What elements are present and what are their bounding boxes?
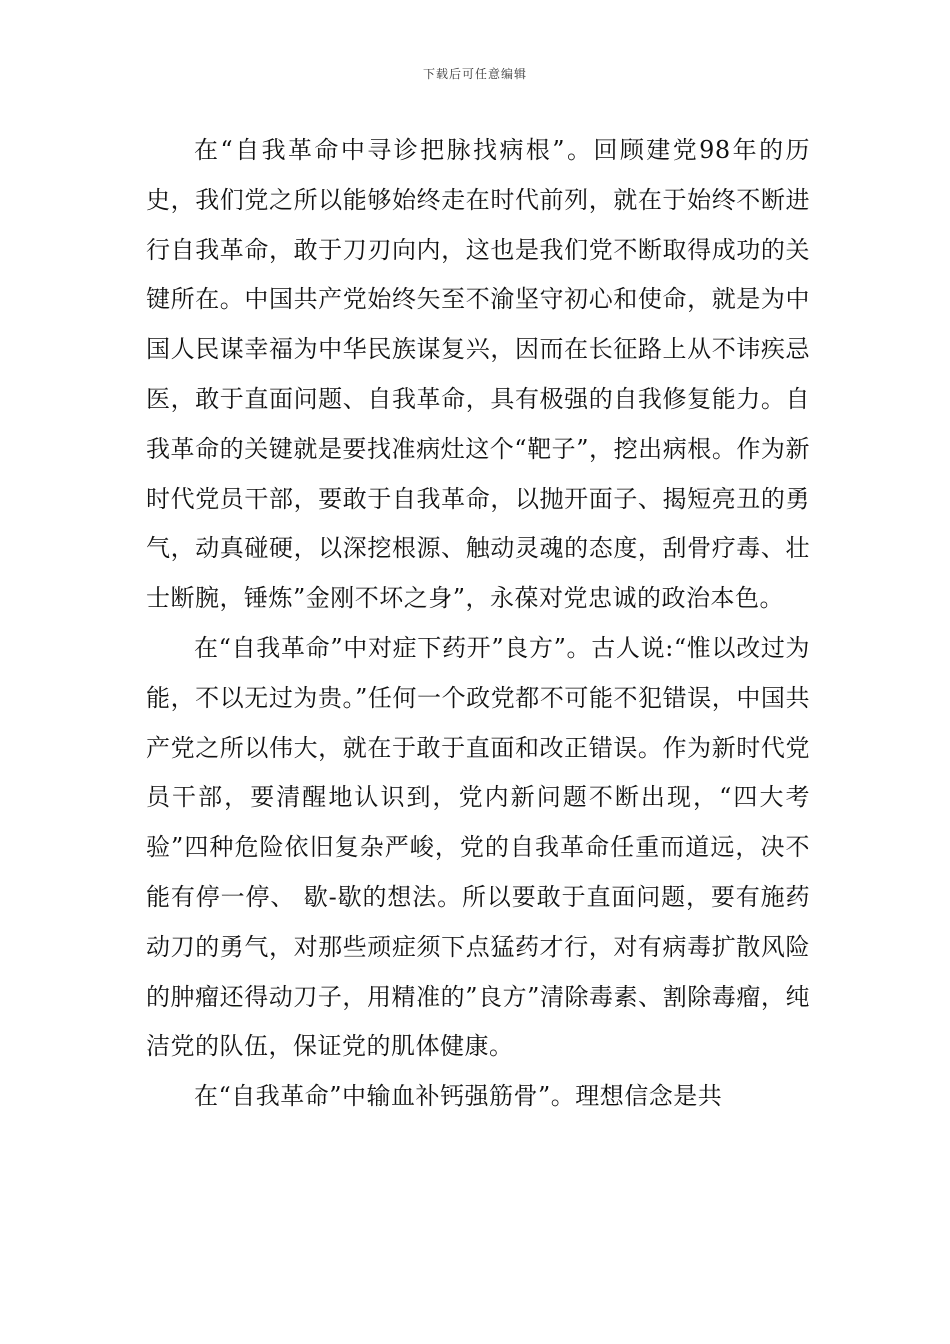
paragraph-3: 在“自我革命”中输血补钙强筋骨”。理想信念是共 bbox=[194, 1082, 723, 1111]
paragraph-2: 在“自我革命”中对症下药开”良方”。古人说:“惟以改过为能，不以无过为贵。”任何一个政党都不可能不犯错误，中国共产党之所以伟大，就在于敢于直面和改正错误。作为新时代党员干部，要清醒地认识到，党内新问题不断出现，“四大考验”四种危险依旧复杂严峻，党的自我革命任重而道远，决不能有停一停、 歇-歇的想法。所以要敢于直面问题，要有施药动刀的勇气，对那些顽症须下点猛药才行，对有病毒扩散风险的肿瘤还得动刀子，用精准的”良方”清除毒素、割除毒瘤，纯洁党的队伍，保证党的肌体健康。 bbox=[146, 633, 810, 1061]
body-text bbox=[146, 126, 810, 1122]
paragraph-1: 在“自我革命中寻诊把脉找病根”。回顾建党98年的历史，我们党之所以能够始终走在时代前列，就在于始终不断进行自我革命，敢于刀刃向内，这也是我们党不断取得成功的关键所在。中国共产党始终矢至不渝坚守初心和使命，就是为中国人民谋幸福为中华民族谋复兴，因而在长征路上从不讳疾忌医，敢于直面问题、自我革命，具有极强的自我修复能力。自我革命的关键就是要找准病灶这个“靶子”，挖出病根。作为新时代党员干部，要敢于自我革命，以抛开面子、揭短亮丑的勇气，动真碰硬，以深挖根源、触动灵魂的态度，刮骨疗毒、壮士断腕，锤炼”金刚不坏之身”，永葆对党忠诚的政治本色。 bbox=[146, 136, 810, 613]
header-note: 下载后可任意编辑 bbox=[422, 67, 527, 81]
